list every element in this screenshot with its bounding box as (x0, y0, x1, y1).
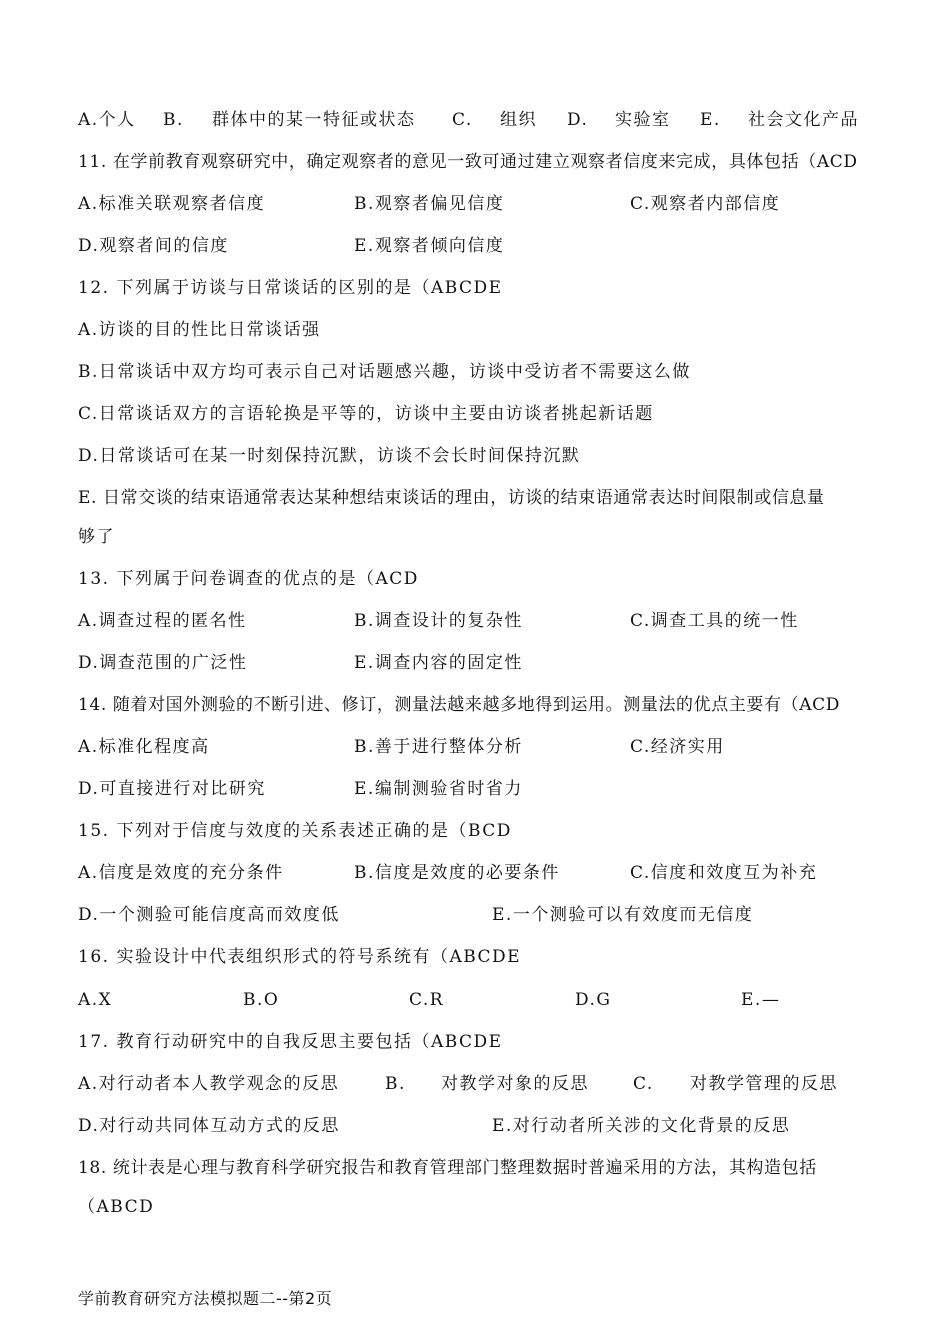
q10-option-b-text: 群体中的某一特征或状态 (212, 110, 416, 130)
q16-option-a: A.X (78, 990, 113, 1010)
q10-option-c-text: 组织 (500, 110, 537, 130)
q18-stem-line1: 18. 统计表是心理与教育科学研究报告和教育管理部门整理数据时普遍采用的方法，其构造包括 (78, 1158, 817, 1178)
q17-option-a: A.对行动者本人教学观念的反思 (78, 1074, 340, 1094)
q13-option-e: E.调查内容的固定性 (354, 653, 523, 673)
q15-option-d: D.一个测验可能信度高而效度低 (78, 905, 340, 925)
q10-option-b-prefix: B. (163, 110, 184, 130)
q15-option-e: E.一个测验可以有效度而无信度 (492, 905, 754, 925)
q10-option-d-prefix: D. (567, 110, 589, 130)
q14-option-d: D.可直接进行对比研究 (78, 779, 266, 799)
q10-option-c-prefix: C. (452, 110, 473, 130)
q13-option-c: C.调查工具的统一性 (630, 611, 799, 631)
q15-option-c: C.信度和效度互为补充 (630, 863, 818, 883)
q11-option-b: B.观察者偏见信度 (354, 194, 505, 214)
q12-option-d: D.日常谈话可在某一时刻保持沉默，访谈不会长时间保持沉默 (78, 446, 581, 466)
q11-option-c: C.观察者内部信度 (630, 194, 781, 214)
q13-option-d: D.调查范围的广泛性 (78, 653, 248, 673)
q12-option-a: A.访谈的目的性比日常谈话强 (78, 320, 321, 340)
q10-option-e-text: 社会文化产品 (748, 110, 859, 130)
q14-stem: 14. 随着对国外测验的不断引进、修订，测量法越来越多地得到运用。测量法的优点主要有（ACD (78, 695, 840, 715)
q13-option-b: B.调查设计的复杂性 (354, 611, 523, 631)
q10-option-a: A.个人 (78, 110, 136, 130)
q18-stem-line2: （ABCD (78, 1197, 155, 1217)
q17-option-b-text: 对教学对象的反思 (441, 1074, 589, 1094)
q11-option-a: A.标准关联观察者信度 (78, 194, 266, 214)
q17-option-b-prefix: B. (385, 1074, 406, 1094)
q11-option-e: E.观察者倾向信度 (354, 236, 505, 256)
q16-option-b: B.O (243, 990, 280, 1010)
q12-option-c: C.日常谈话双方的言语轮换是平等的，访谈中主要由访谈者挑起新话题 (78, 404, 654, 424)
q12-option-e-line1: E. 日常交谈的结束语通常表达某种想结束谈话的理由，访谈的结束语通常表达时间限制或信息量 (78, 488, 825, 508)
q17-stem: 17. 教育行动研究中的自我反思主要包括（ABCDE (78, 1032, 503, 1052)
q14-option-e: E.编制测验省时省力 (354, 779, 523, 799)
q15-stem: 15. 下列对于信度与效度的关系表述正确的是（BCD (78, 821, 512, 841)
q13-stem: 13. 下列属于问卷调查的优点的是（ACD (78, 569, 419, 589)
q16-stem: 16. 实验设计中代表组织形式的符号系统有（ABCDE (78, 947, 522, 967)
q14-option-a: A.标准化程度高 (78, 737, 210, 757)
q13-option-a: A.调查过程的匿名性 (78, 611, 247, 631)
q17-option-c-prefix: C. (633, 1074, 654, 1094)
page-footer: 学前教育研究方法模拟题二--第2页 (78, 1289, 333, 1308)
q17-option-e: E.对行动者所关涉的文化背景的反思 (492, 1116, 791, 1136)
q14-option-c: C.经济实用 (630, 737, 725, 757)
q16-option-d: D.G (575, 990, 612, 1010)
q11-option-d: D.观察者间的信度 (78, 236, 229, 256)
q17-option-d: D.对行动共同体互动方式的反思 (78, 1116, 340, 1136)
q17-option-c-text: 对教学管理的反思 (690, 1074, 838, 1094)
q12-option-b: B.日常谈话中双方均可表示自己对话题感兴趣，访谈中受访者不需要这么做 (78, 362, 691, 382)
q10-option-e-prefix: E. (700, 110, 721, 130)
q11-stem: 11. 在学前教育观察研究中，确定观察者的意见一致可通过建立观察者信度来完成，具体包括（ACD (78, 152, 858, 172)
q10-option-d-text: 实验室 (615, 110, 671, 130)
q14-option-b: B.善于进行整体分析 (354, 737, 523, 757)
q12-option-e-line2: 够了 (78, 527, 115, 547)
q15-option-b: B.信度是效度的必要条件 (354, 863, 560, 883)
q12-stem: 12. 下列属于访谈与日常谈话的区别的是（ABCDE (78, 278, 503, 298)
q15-option-a: A.信度是效度的充分条件 (78, 863, 284, 883)
q16-option-c: C.R (409, 990, 445, 1010)
q16-option-e: E.— (741, 990, 781, 1010)
